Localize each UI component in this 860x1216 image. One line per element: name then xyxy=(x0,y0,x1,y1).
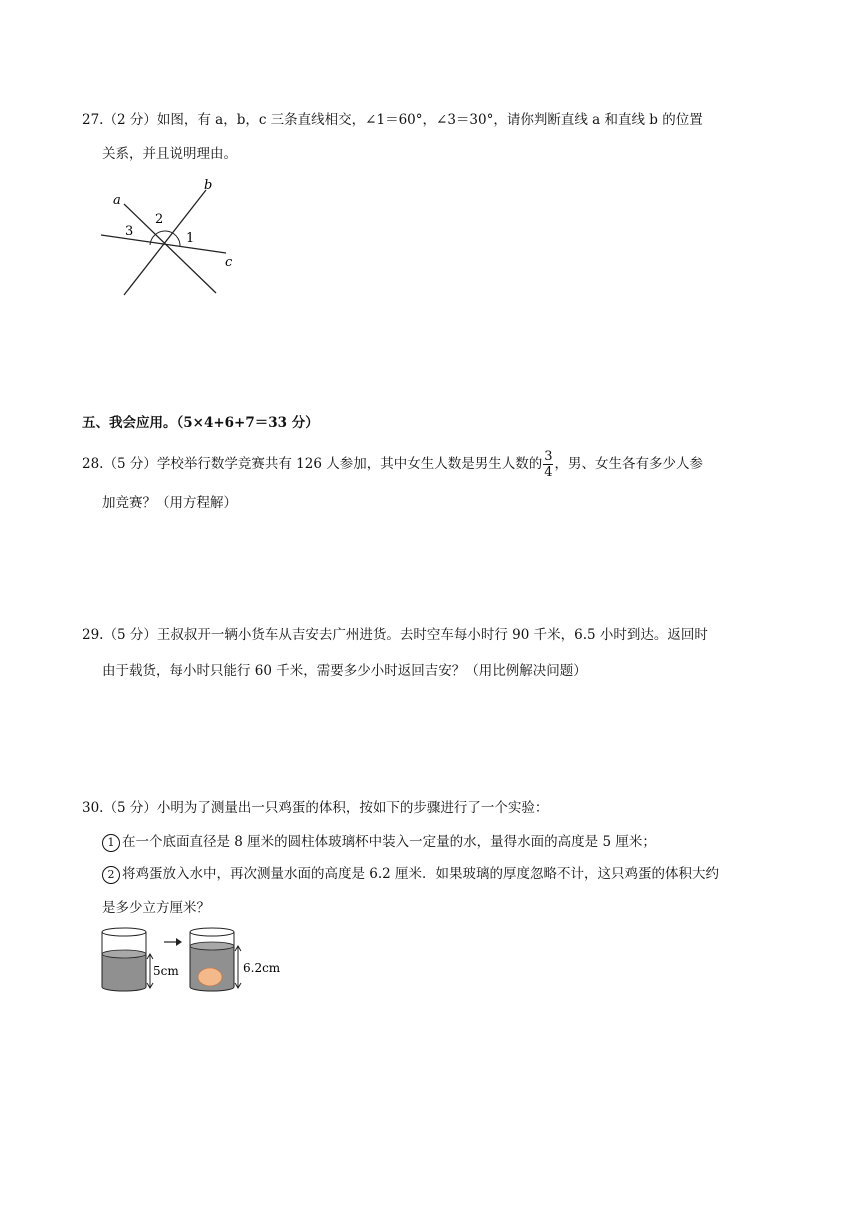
q30-step2-mark: 2 xyxy=(102,866,120,884)
q28-text-pre: 28.（5 分）学校举行数学竞赛共有 126 人参加，其中女生人数是男生人数的 xyxy=(82,456,543,472)
q27-lines-figure xyxy=(98,175,238,300)
q30-step1-mark: 1 xyxy=(102,834,120,852)
q27-label-a: a xyxy=(113,193,121,208)
q28-fraction xyxy=(543,450,553,479)
q29-text-line1: 29.（5 分）王叔叔开一辆小货车从吉安去广州进货。去时空车每小时行 90 千米，6.5 小时到达。返回时 xyxy=(82,627,708,643)
q30-step2-cont: 是多少立方厘米？ xyxy=(102,900,210,916)
section5-title: 五、我会应用。（5×4+6+7＝33 分） xyxy=(82,415,319,431)
q27-label-c: c xyxy=(225,255,233,270)
q27-label-3: 3 xyxy=(125,224,134,239)
q30-text-line1: 30.（5 分）小明为了测量出一只鸡蛋的体积，按如下的步骤进行了一个实验： xyxy=(82,800,549,816)
q30-label-6-2cm: 6.2cm xyxy=(243,961,281,975)
q28-fraction-numerator: 3 xyxy=(544,449,553,464)
q28-text-line2: 加竞赛？（用方程解） xyxy=(102,495,237,511)
q30-cups-figure xyxy=(98,924,298,996)
q28-text-post: ，男、女生各有多少人参 xyxy=(554,456,703,472)
q28-fraction-denominator: 4 xyxy=(544,465,553,480)
q30-step1 xyxy=(102,833,656,852)
q29-text-line2: 由于载货，每小时只能行 60 千米，需要多少小时返回吉安？（用比例解决问题） xyxy=(102,663,587,679)
q27-text-line1: 27.（2 分）如图，有 a，b，c 三条直线相交，∠1＝60°，∠3＝30°，请你判断直线 a 和直线 b 的位置 xyxy=(82,112,703,128)
q27-label-2: 2 xyxy=(155,212,164,227)
q30-step2-text: 将鸡蛋放入水中，再次测量水面的高度是 6.2 厘米．如果玻璃的厚度忽略不计，这只鸡蛋的体积大约 xyxy=(122,866,720,882)
q30-step1-text: 在一个底面直径是 8 厘米的圆柱体玻璃杯中装入一定量的水，量得水面的高度是 5 厘米； xyxy=(122,834,656,850)
q27-label-1: 1 xyxy=(186,231,195,246)
q27-label-b: b xyxy=(204,178,213,193)
q28-text-line1 xyxy=(82,450,703,479)
q30-step2 xyxy=(102,865,719,884)
q27-text-line2: 关系，并且说明理由。 xyxy=(102,146,237,162)
egg-shape xyxy=(198,968,222,986)
q30-label-5cm: 5cm xyxy=(153,964,179,978)
